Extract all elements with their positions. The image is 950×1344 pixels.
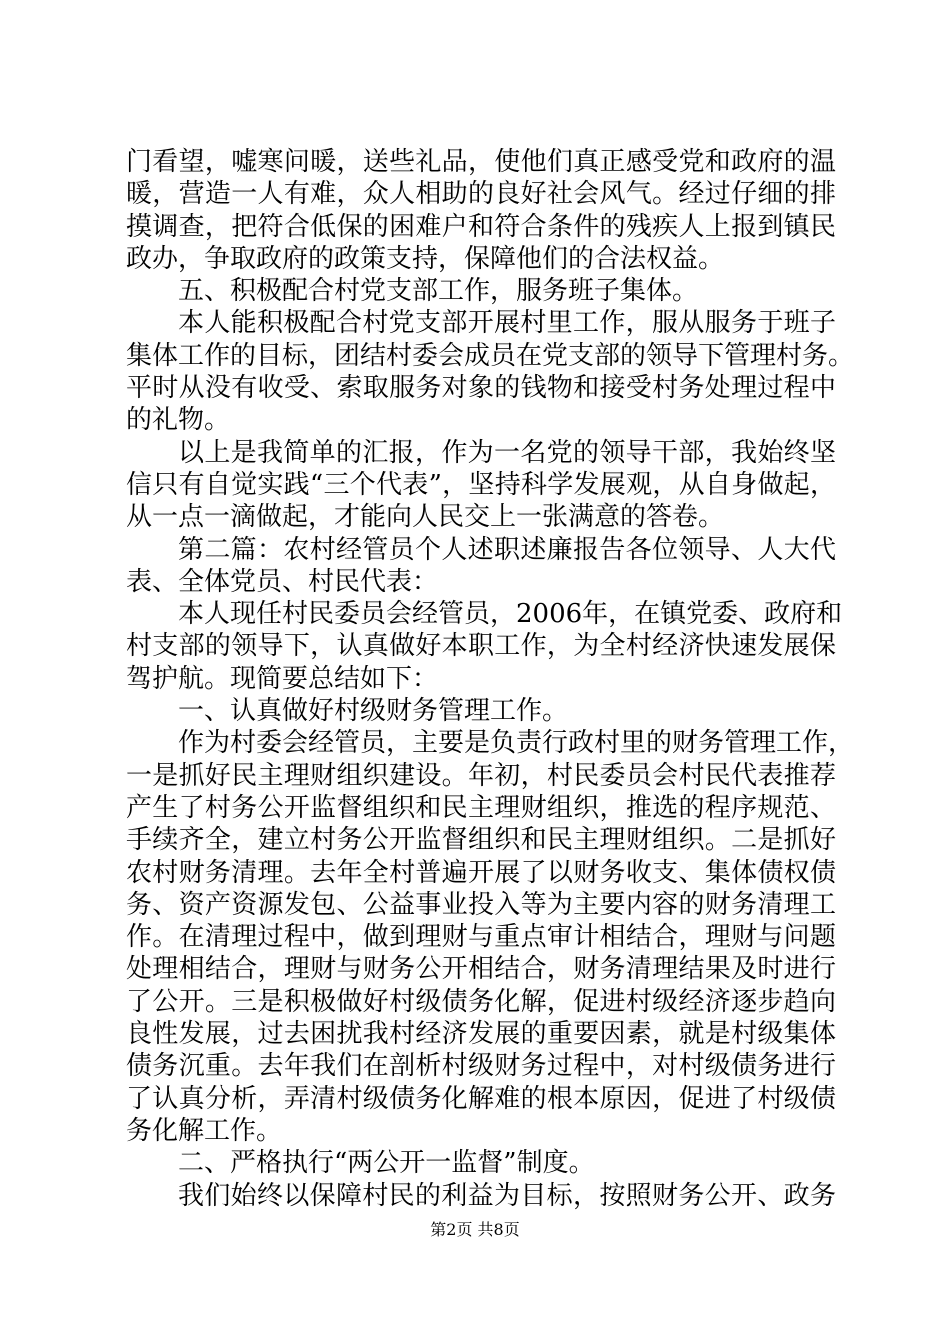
text-line: 门看望，嘘寒问暖，送些礼品，使他们真正感受党和政府的温	[126, 147, 836, 177]
text-line: 了公开。三是积极做好村级债务化解，促进村级经济逐步趋向	[126, 986, 836, 1017]
text-line: 债务沉重。去年我们在剖析村级财务过程中，对村级债务进行	[126, 1051, 836, 1082]
text-line: 我们始终以保障村民的利益为目标，按照财务公开、政务	[178, 1180, 836, 1211]
text-line: 平时从没有收受、索取服务对象的钱物和接受村务处理过程中	[126, 373, 836, 404]
text-line: 摸调查，把符合低保的困难户和符合条件的残疾人上报到镇民	[126, 211, 836, 242]
text-line: 驾护航。现简要总结如下：	[126, 663, 439, 694]
text-line: 以上是我简单的汇报，作为一名党的领导干部，我始终坚	[178, 437, 836, 468]
text-line: 了认真分析，弄清村级债务化解难的根本原因，促进了村级债	[126, 1083, 836, 1114]
text-line: 二、严格执行“两公开一监督”制度。	[178, 1148, 595, 1179]
text-line: 一是抓好民主理财组织建设。年初，村民委员会村民代表推荐	[126, 760, 836, 791]
text-line: 产生了村务公开监督组织和民主理财组织，推选的程序规范、	[126, 792, 836, 823]
text-line: 集体工作的目标，团结村委会成员在党支部的领导下管理村务。	[126, 340, 855, 371]
text-line: 处理相结合，理财与财务公开相结合，财务清理结果及时进行	[126, 954, 836, 985]
text-line: 政办，争取政府的政策支持，保障他们的合法权益。	[126, 243, 725, 274]
text-line: 一、认真做好村级财务管理工作。	[178, 696, 569, 727]
text-line: 良性发展，过去困扰我村经济发展的重要因素，就是村级集体	[126, 1019, 836, 1050]
text-line: 作为村委会经管员，主要是负责行政村里的财务管理工作，	[178, 728, 855, 759]
text-line: 务化解工作。	[126, 1115, 283, 1146]
text-line: 第二篇：农村经管员个人述职述廉报告各位领导、人大代	[178, 534, 836, 565]
text-line: 农村财务清理。去年全村普遍开展了以财务收支、集体债权债	[126, 857, 836, 888]
text-line: 本人能积极配合村党支部开展村里工作，服从服务于班子	[178, 308, 836, 339]
text-line: 的礼物。	[126, 405, 231, 436]
text-line: 务、资产资源发包、公益事业投入等为主要内容的财务清理工	[126, 889, 836, 920]
document-body	[126, 146, 855, 1212]
text-line: 本人现任村民委员会经管员，2006年，在镇党委、政府和	[178, 599, 843, 630]
text-line: 暖，营造一人有难，众人相助的良好社会风气。经过仔细的排	[126, 179, 836, 210]
page-footer: 第2页 共8页	[430, 1220, 520, 1239]
text-line: 表、全体党员、村民代表：	[126, 566, 439, 597]
text-line: 信只有自觉实践“三个代表”，坚持科学发展观，从自身做起，	[126, 469, 836, 500]
text-line: 从一点一滴做起，才能向人民交上一张满意的答卷。	[126, 502, 725, 533]
text-line: 手续齐全，建立村务公开监督组织和民主理财组织。二是抓好	[126, 825, 836, 856]
text-line: 村支部的领导下，认真做好本职工作，为全村经济快速发展保	[126, 631, 836, 662]
text-line: 五、积极配合村党支部工作，服务班子集体。	[178, 276, 699, 307]
text-line: 作。在清理过程中，做到理财与重点审计相结合，理财与问题	[126, 922, 836, 953]
